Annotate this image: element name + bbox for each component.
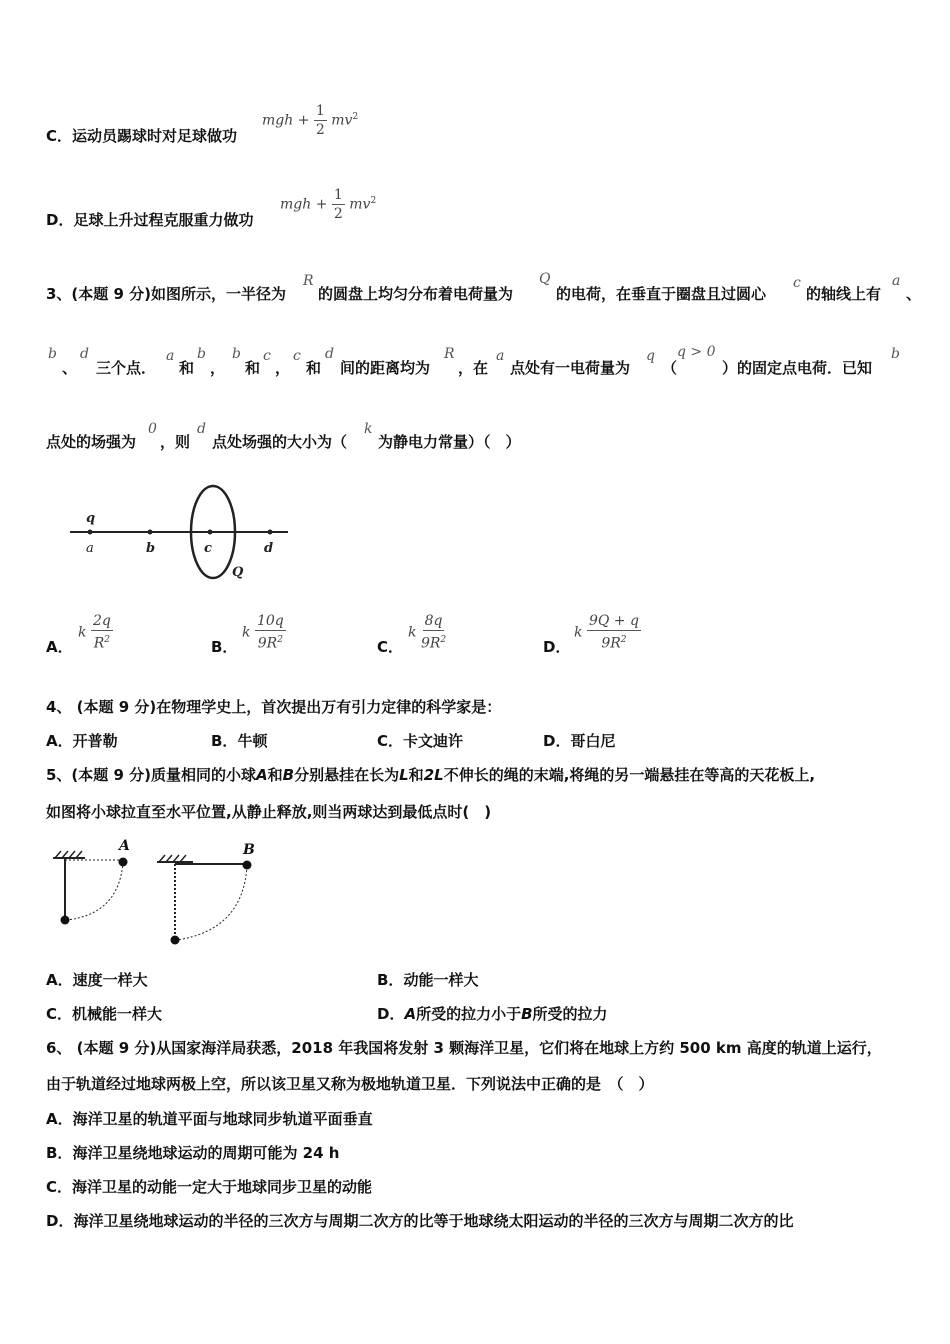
var-Q: Q <box>539 271 551 287</box>
label-q: q <box>86 511 96 526</box>
point-d <box>268 530 273 535</box>
q6-stem-line1: 6、 (本题 9 分)从国家海洋局获悉，2018 年我国将发射 3 颗海洋卫星，它们将在地球上方约 500 km 高度的轨道上运行， <box>46 1039 882 1057</box>
ball-b-start <box>243 861 252 870</box>
label-d: d <box>264 541 274 556</box>
q4-option-d[interactable]: D．哥白尼 <box>543 732 616 750</box>
q6-option-c[interactable]: C．海洋卫星的动能一定大于地球同步卫星的动能 <box>46 1178 373 1196</box>
var-a: a <box>892 273 901 289</box>
q6-stem-line2: 由于轨道经过地球两极上空，所以该卫星又称为极地轨道卫星．下列说法中正确的是 （ ） <box>46 1075 654 1093</box>
label-a: a <box>86 541 94 556</box>
q3-option-b[interactable]: B． <box>211 638 238 656</box>
q5-option-b[interactable]: B．动能一样大 <box>377 971 479 989</box>
q3-option-c-formula: k $\frac{8q}{9R^2}$ <box>408 613 447 652</box>
q3-disk-figure <box>60 480 300 600</box>
q5-stem-line2: 如图将小球拉直至水平位置,从静止释放,则当两球达到最低点时( ) <box>46 803 492 821</box>
label-c: c <box>204 541 212 556</box>
q3-option-b-formula: k $\frac{10q}{9R^2}$ <box>242 613 284 652</box>
q3-option-d-formula: k $\frac{9Q + q}{9R^2}$ <box>574 613 639 652</box>
q5-option-d[interactable]: D．A所受的拉力小于B所受的拉力 <box>377 1005 608 1023</box>
q6-option-b[interactable]: B．海洋卫星绕地球运动的周期可能为 24 h <box>46 1144 340 1162</box>
q5-pendulum-figure <box>45 838 275 950</box>
q-positive: q > 0 <box>677 344 716 360</box>
q3-option-c[interactable]: C． <box>377 638 404 656</box>
var-b: b <box>48 346 57 362</box>
var-q: q <box>646 348 655 364</box>
label-A: A <box>119 838 130 854</box>
q5-stem-line1: 5、(本题 9 分)质量相同的小球A和B分别悬挂在长为L和2L不伸长的绳的末端,将绳的另一端悬挂在等高的天花板上, <box>46 766 816 784</box>
q2-option-d <box>46 210 253 230</box>
q4-option-a[interactable]: A．开普勒 <box>46 732 118 750</box>
q3-option-a[interactable]: A． <box>46 638 73 656</box>
option-label: C． <box>46 127 73 145</box>
q5-option-a[interactable]: A．速度一样大 <box>46 971 148 989</box>
q6-option-a[interactable]: A．海洋卫星的轨道平面与地球同步轨道平面垂直 <box>46 1110 373 1128</box>
q3-option-d[interactable]: D． <box>543 638 571 656</box>
ball-a-bottom <box>61 916 70 925</box>
point-c <box>208 530 213 535</box>
q3-stem-line1: 3、(本题 9 分)如图所示，一半径为 <box>46 285 287 303</box>
q2-option-c <box>46 126 237 146</box>
q5-option-c[interactable]: C．机械能一样大 <box>46 1005 163 1023</box>
ball-b-bottom <box>171 936 180 945</box>
ball-a-start <box>119 858 128 867</box>
point-a <box>88 530 93 535</box>
point-b <box>148 530 153 535</box>
label-b: b <box>146 541 156 556</box>
q3-option-a-formula: k $\frac{2q}{R^2}$ <box>78 613 111 652</box>
q2-option-c-formula: mgh + $\frac{1}{2}$ $mv^2$ <box>262 103 359 138</box>
label-Q: Q <box>232 565 244 580</box>
var-k: k <box>364 421 373 437</box>
var-c: c <box>793 275 801 291</box>
var-d: d <box>80 346 89 362</box>
label-B: B <box>243 842 255 858</box>
q4-option-c[interactable]: C．卡文迪许 <box>377 732 464 750</box>
option-label: D． <box>46 211 74 229</box>
q6-option-d[interactable]: D．海洋卫星绕地球运动的半径的三次方与周期二次方的比等于地球绕太阳运动的半径的三次方与周期二次方的比 <box>46 1212 794 1230</box>
q4-option-b[interactable]: B．牛顿 <box>211 732 268 750</box>
q2-option-d-formula: mgh + $\frac{1}{2}$ $mv^2$ <box>280 187 377 222</box>
option-text: 运动员踢球时对足球做功 <box>72 127 238 145</box>
q4-stem: 4、 (本题 9 分)在物理学史上，首次提出万有引力定律的科学家是： <box>46 698 502 716</box>
option-text: 足球上升过程克服重力做功 <box>73 211 254 229</box>
var-R: R <box>303 273 314 289</box>
